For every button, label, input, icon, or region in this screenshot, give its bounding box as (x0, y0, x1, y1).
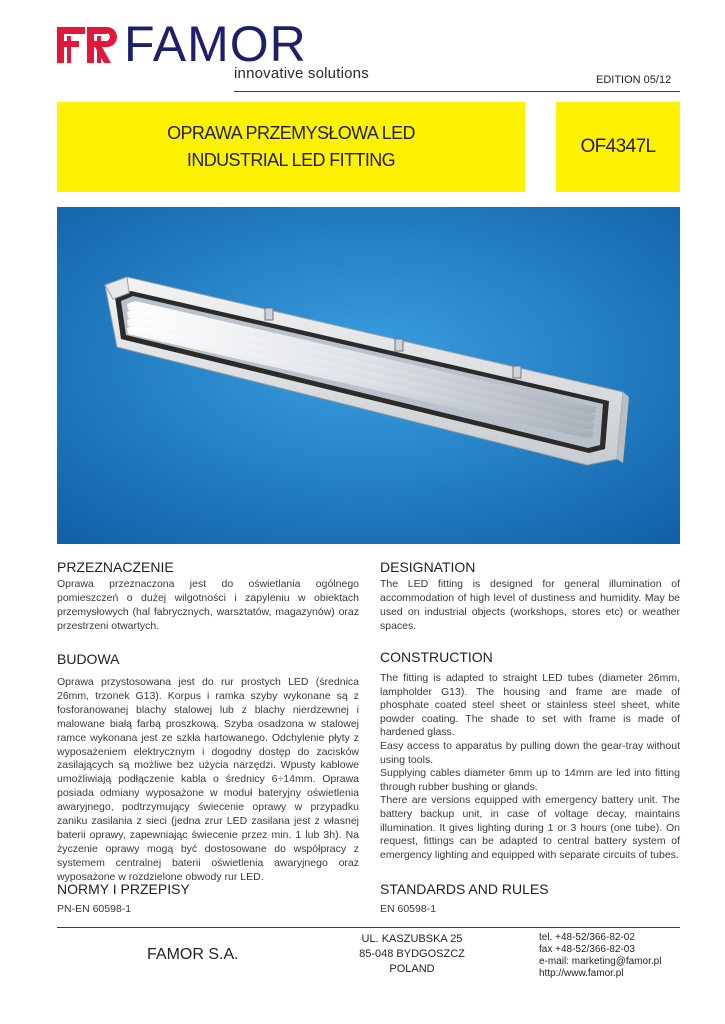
footer-divider (57, 927, 680, 928)
text-designation: The LED fitting is designed for general illumination of accommodation of high level of dustiness and humidity. May be used on industrial objects (workshops, stores etc) or weather spaces. (380, 578, 680, 632)
footer-fax: fax +48-52/366-82-03 (539, 944, 635, 955)
text-budowa: Oprawa przystosowana jest do rur prostych LED (średnica 26mm, trzonek G13). Korpus i ramka szyby wykonane są z fosforanowanej blachy stalowej lub z blachy nierdzewnej i malowane białą farbą proszkową. Szyba osadzona w stalowej ramce wykonana jest ze szkła hartowanego. Odchylenie płyty z wyposażeniem elektrycznym i dogodny dostęp do zacisków zasilających są możliwe bez użycia narzędzi. Wpusty kablowe umożliwiają podłączenie kabla o średnicy 6÷14mm. Oprawa posiada odmiany wyposażone w moduł bateryjny oświetlenia awaryjnego, podtrzymujący świecenie oprawy w przypadku zaniku zasilania z sieci (jedna zrur LED zasilana jest z własnej baterii oprawy, zapewniając świecenie przez min. 1 lub 3h). Na życzenie oprawy mogą być dostosowane do współpracy z systemem centralnej baterii oświetlenia awaryjnego oraz wyposażone w rozdzielone obwody rur LED. (57, 676, 359, 883)
footer-address-city: 85-048 BYDGOSZCZ (359, 948, 465, 960)
construction-paragraph-1: The fitting is adapted to straight LED tubes (diameter 26mm, lampholder G13). The housing and frame are made of phosphate coated steel sheet or stainless steel sheet, white powder coating. The shade to set with frame is made of hardened glass. (380, 672, 680, 739)
footer-email-link[interactable]: e-mail: marketing@famor.pl (539, 956, 662, 967)
footer-web-link[interactable]: http://www.famor.pl (539, 968, 624, 979)
footer-contact (539, 932, 661, 980)
heading-standards: STANDARDS AND RULES (380, 881, 549, 897)
famor-logo-mark (57, 27, 119, 63)
product-photo (57, 207, 680, 544)
footer-address-street: UL. KASZUBSKA 25 (361, 933, 463, 945)
text-standards: EN 60598-1 (380, 903, 437, 915)
text-normy: PN-EN 60598-1 (57, 903, 132, 915)
footer-address (352, 932, 472, 977)
construction-paragraph-4: There are versions equipped with emergency battery unit. The battery backup unit, in case of voltage decay, maintains illumination. It gives lighting during 1 or 3 hours (one tube). On request, fittings can be adapted to central battery system of emergency lighting and equipped with separate circuits of tubes. (380, 794, 680, 861)
brand-wordmark: FAMOR (124, 16, 307, 72)
heading-construction: CONSTRUCTION (380, 649, 493, 665)
heading-normy: NORMY I PRZEPISY (57, 881, 190, 897)
header-divider (234, 91, 680, 92)
brand-tagline: innovative solutions (234, 65, 369, 82)
title-polish: OPRAWA PRZEMYSŁOWA LED (167, 123, 415, 143)
heading-designation: DESIGNATION (380, 559, 476, 575)
construction-paragraph-2: Easy access to apparatus by pulling down the gear-tray without using tools. (380, 739, 680, 766)
title-english: INDUSTRIAL LED FITTING (186, 150, 396, 170)
text-construction (380, 672, 680, 862)
construction-paragraph-3: Supplying cables diameter 6mm up to 14mm are led into fitting through rubber bushing or glands. (380, 767, 680, 793)
product-code: OF4347L (556, 102, 680, 192)
heading-przeznaczenie: PRZEZNACZENIE (57, 559, 174, 575)
footer-tel: tel. +48-52/366-82-02 (539, 932, 635, 943)
edition-label: EDITION 05/12 (596, 74, 672, 86)
heading-budowa: BUDOWA (57, 651, 120, 667)
footer-address-country: POLAND (389, 963, 435, 975)
footer-company: FAMOR S.A. (147, 946, 239, 963)
text-przeznaczenie: Oprawa przeznaczona jest do oświetlania ogólnego pomieszczeń o dużej wilgotności i zapyleniu w obiektach przemysłowych (hal fabrycznych, warsztatów, magazynów) oraz przestrzeni otwartych. (57, 578, 359, 632)
title-box (57, 102, 525, 192)
